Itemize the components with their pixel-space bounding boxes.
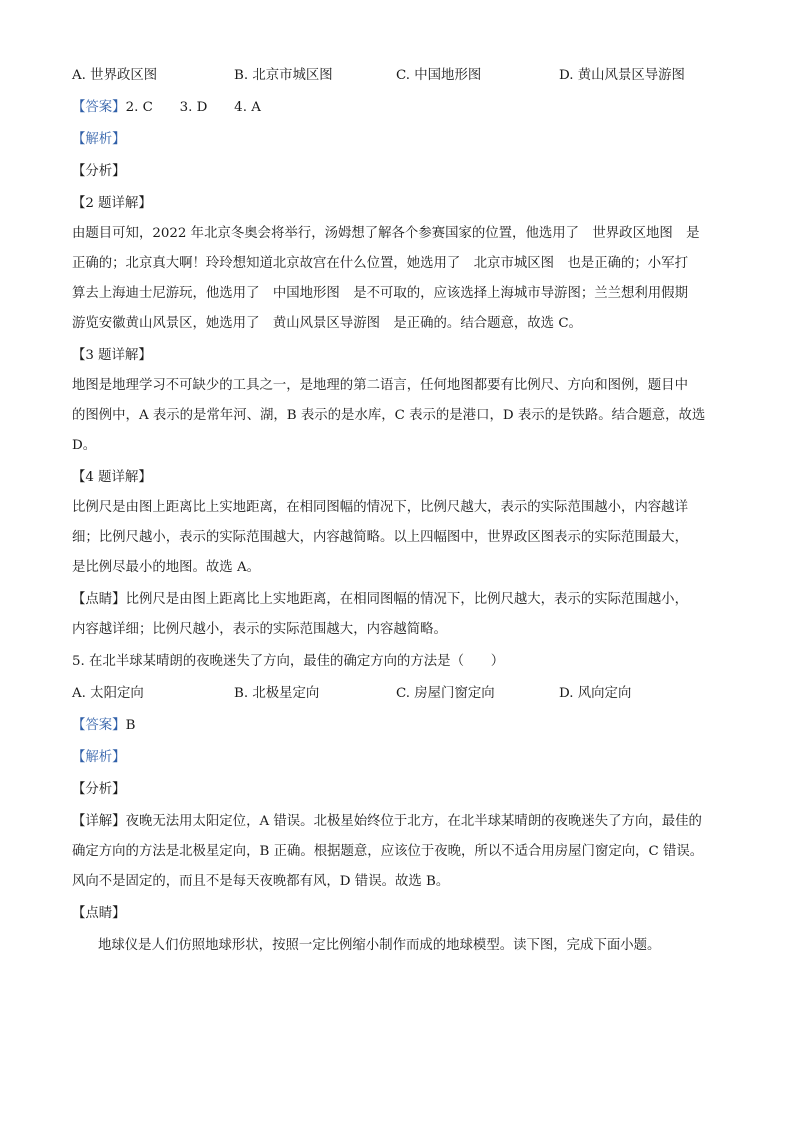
q4-line-3: 是比例尽最小的地图。故选 A。 xyxy=(72,560,261,575)
answer-label-2: 【答案】 xyxy=(72,718,126,733)
analysis-label-2: 【解析】 xyxy=(72,750,126,765)
q3-line-1: 地图是地理学习不可缺少的工具之一，是地理的第二语言，任何地图都要有比例尺、方向和图例，题目中 xyxy=(72,378,688,393)
option-c: C. 中国地形图 xyxy=(396,68,482,83)
xiangjie-line-1 xyxy=(72,812,702,832)
q3-line-3: D。 xyxy=(72,438,97,453)
q4-line-2: 细；比例尺越小，表示的实际范围越大，内容越简略。以上四幅图中，世界政区图表示的实际范围最大， xyxy=(72,530,688,545)
answer-text: 2. C 3. D 4. A xyxy=(125,100,261,115)
xiangjie-line-2: 确定方向的方法是北极星定向，B 正确。根据题意，应该位于夜晚，所以不适合用房屋门窗定向，C 错误。 xyxy=(72,844,704,859)
q5-option-d: D. 风向定向 xyxy=(559,686,632,701)
answer-line-1 xyxy=(72,98,261,118)
answer-text-2: B xyxy=(125,718,136,733)
q3-line-2: 的图例中，A 表示的是常年河、湖，B 表示的是水库，C 表示的是港口，D 表示的是铁路。结合题意，故选 xyxy=(72,408,706,423)
q5-option-a: A. 太阳定向 xyxy=(72,686,144,701)
answer-line-2 xyxy=(72,716,135,736)
q5-option-c: C. 房屋门窗定向 xyxy=(396,686,495,701)
q4-line-1: 比例尺是由图上距离比上实地距离，在相同图幅的情况下，比例尺越大，表示的实际范围越小，内容越详 xyxy=(72,500,688,515)
xiangjie-text-1: 夜晚无法用太阳定位，A 错误。北极星始终位于北方，在北半球某晴朗的夜晚迷失了方向，最佳的 xyxy=(125,814,702,829)
q4-heading: 【4 题详解】 xyxy=(72,470,152,485)
fenxi-label: 【分析】 xyxy=(72,164,126,179)
q5-stem: 5. 在北半球某晴朗的夜晚迷失了方向，最佳的确定方向的方法是（ ） xyxy=(72,654,505,669)
dianjing-text-1: 比例尺是由图上距离比上实地距离，在相同图幅的情况下，比例尺越大，表示的实际范围越小， xyxy=(125,592,688,607)
analysis-label: 【解析】 xyxy=(72,132,126,147)
fenxi-label-2: 【分析】 xyxy=(72,782,126,797)
q2-line-1: 由题目可知，2022 年北京冬奥会将举行，汤姆想了解各个参赛国家的位置，他选用了 世界政区地图 是 xyxy=(72,226,700,241)
xiangjie-label: 【详解】 xyxy=(72,814,126,829)
dianjing-label-2: 【点睛】 xyxy=(72,906,126,921)
q3-heading: 【3 题详解】 xyxy=(72,348,152,363)
option-d: D. 黄山风景区导游图 xyxy=(559,68,685,83)
dianjing-label: 【点睛】 xyxy=(72,592,126,607)
answer-label: 【答案】 xyxy=(72,100,126,115)
q2-heading: 【2 题详解】 xyxy=(72,196,152,211)
dianjing-line-1 xyxy=(72,590,688,610)
closing-line: 地球仪是人们仿照地球形状，按照一定比例缩小制作而成的地球模型。读下图，完成下面小题。 xyxy=(98,938,661,953)
q5-option-b: B. 北极星定向 xyxy=(234,686,320,701)
dianjing-line-2: 内容越详细；比例尺越小，表示的实际范围越大，内容越简略。 xyxy=(72,622,447,637)
q2-line-2: 正确的；北京真大啊！玲玲想知道北京故宫在什么位置，她选用了 北京市城区图 也是正确的；小军打 xyxy=(72,256,688,271)
option-a: A. 世界政区图 xyxy=(72,68,158,83)
xiangjie-line-3: 风向不是固定的，而且不是每天夜晚都有风，D 错误。故选 B。 xyxy=(72,874,450,889)
option-b: B. 北京市城区图 xyxy=(234,68,333,83)
q2-line-3: 算去上海迪士尼游玩，他选用了 中国地形图 是不可取的，应该选择上海城市导游图；兰兰想利用假期 xyxy=(72,286,688,301)
q2-line-4: 游览安徽黄山风景区，她选用了 黄山风景区导游图 是正确的。结合题意，故选 C。 xyxy=(72,316,582,331)
